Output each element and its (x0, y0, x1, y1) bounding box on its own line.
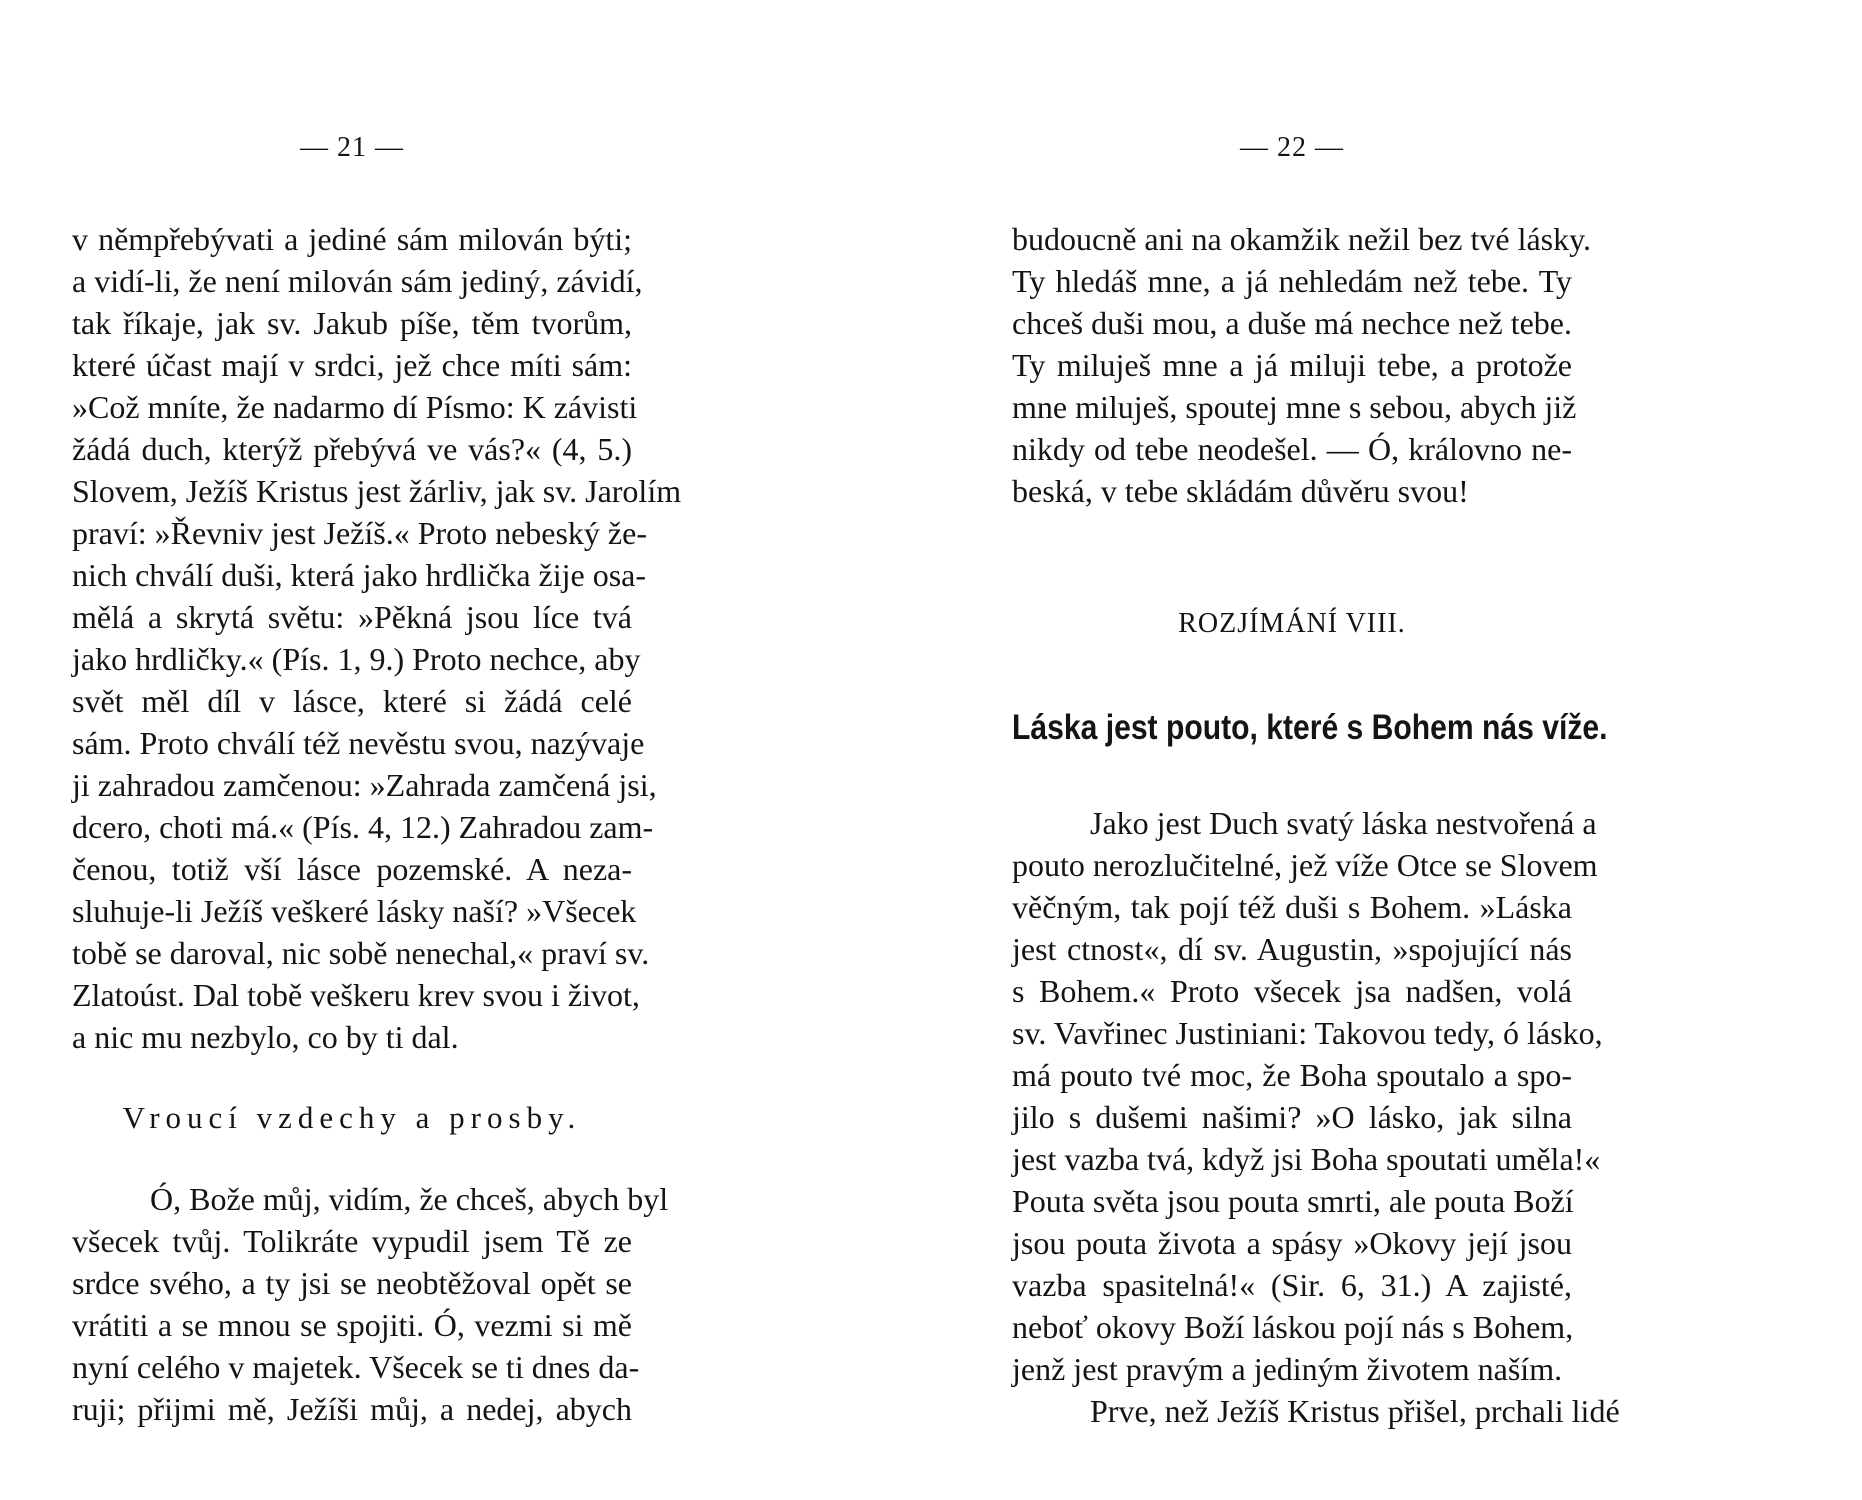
text-line: nich chválí duši, která jako hrdlička žije osa- (72, 557, 647, 593)
text-line: ruji; přijmi mě, Ježíši můj, a nedej, abych (72, 1391, 632, 1427)
text-line: pouto nerozlučitelné, jež víže Otce se Slovem (1012, 847, 1598, 883)
text-line: sám. Proto chválí též nevěstu svou, nazývaje (72, 725, 645, 761)
text-line: jako hrdličky.« (Pís. 1, 9.) Proto nechce, aby (72, 641, 641, 677)
left-body-paragraph (72, 218, 682, 1058)
text-line: sv. Vavřinec Justiniani: Takovou tedy, ó lásko, (1012, 1015, 1603, 1051)
text-line: jsou pouta života a spásy »Okovy její jsou (1012, 1225, 1572, 1261)
text-line: ji zahradou zamčenou: »Zahrada zamčená jsi, (72, 767, 657, 803)
left-prayer-paragraph (72, 1178, 669, 1430)
text-line: mělá a skrytá světu: »Pěkná jsou líce tvá (72, 599, 632, 635)
text-line: jenž jest pravým a jediným životem naším. (1012, 1351, 1563, 1387)
text-line: beská, v tebe skládám důvěru svou! (1012, 473, 1469, 509)
text-line: budoucně ani na okamžik nežil bez tvé lásky. (1012, 221, 1592, 257)
text-line: nyní celého v majetek. Všecek se ti dnes da- (72, 1349, 640, 1385)
text-line: chceš duši mou, a duše má nechce než tebe. (1012, 305, 1572, 341)
text-line: všecek tvůj. Tolikráte vypudil jsem Tě ze (72, 1223, 632, 1259)
text-line: Ty miluješ mne a já miluji tebe, a protože (1012, 347, 1572, 383)
text-line: jest ctnost«, dí sv. Augustin, »spojující nás (1012, 931, 1572, 967)
text-line: vazba spasitelná!« (Sir. 6, 31.) A zajisté, (1012, 1267, 1572, 1303)
text-line: v němpřebývati a jediné sám milován býti; (72, 221, 632, 257)
page-number-left: — 21 — (300, 132, 404, 163)
text-line: které účast mají v srdci, jež chce míti sám: (72, 347, 632, 383)
text-line: praví: »Řevniv jest Ježíš.« Proto nebeský že- (72, 515, 647, 551)
text-line: Slovem, Ježíš Kristus jest žárliv, jak sv. Jarolím (72, 473, 682, 509)
text-line: mne miluješ, spoutej mne s sebou, abych již (1012, 389, 1577, 425)
text-line: nikdy od tebe neodešel. — Ó, královno ne- (1012, 431, 1572, 467)
text-line: tak říkaje, jak sv. Jakub píše, těm tvorům, (72, 305, 632, 341)
text-line: tobě se daroval, nic sobě nenechal,« praví sv. (72, 935, 650, 971)
text-line: Jako jest Duch svatý láska nestvořená a (1090, 805, 1597, 841)
text-line: dcero, choti má.« (Pís. 4, 12.) Zahradou zam- (72, 809, 654, 845)
chapter-title: Láska jest pouto, které s Bohem nás víže. (1012, 708, 1608, 747)
text-line: s Bohem.« Proto všecek jsa nadšen, volá (1012, 973, 1572, 1009)
right-chapter-paragraph (1012, 802, 1620, 1432)
text-line: Ó, Bože můj, vidím, že chceš, abych byl (150, 1181, 669, 1217)
text-line: Ty hledáš mne, a já nehledám než tebe. Ty (1012, 263, 1572, 299)
text-line: jilo s dušemi našimi? »O lásko, jak silna (1012, 1099, 1572, 1135)
text-line: Pouta světa jsou pouta smrti, ale pouta Boží (1012, 1183, 1574, 1219)
text-line: má pouto tvé moc, že Boha spoutalo a spo- (1012, 1057, 1572, 1093)
text-line: a nic mu nezbylo, co by ti dal. (72, 1019, 459, 1055)
text-line: neboť okovy Boží láskou pojí nás s Bohem, (1012, 1309, 1574, 1345)
text-line: »Což mníte, že nadarmo dí Písmo: K závisti (72, 389, 638, 425)
text-line: svět měl díl v lásce, které si žádá celé (72, 683, 632, 719)
text-line: sluhuje-li Ježíš veškeré lásky naší? »Všecek (72, 893, 637, 929)
page-number-right: — 22 — (1240, 132, 1344, 163)
prayer-subheading: Vroucí vzdechy a prosby. (122, 1100, 582, 1135)
text-line: Prve, než Ježíš Kristus přišel, prchali lidé (1090, 1393, 1620, 1429)
chapter-label: ROZJÍMÁNÍ VIII. (1178, 608, 1406, 639)
text-line: Zlatoúst. Dal tobě veškeru krev svou i život, (72, 977, 640, 1013)
right-body-paragraph (1012, 218, 1592, 512)
text-line: jest vazba tvá, když jsi Boha spoutati uměla!« (1012, 1141, 1601, 1177)
text-line: žádá duch, kterýž přebývá ve vás?« (4, 5.) (72, 431, 632, 467)
text-line: čenou, totiž vší lásce pozemské. A neza- (72, 851, 632, 887)
text-line: srdce svého, a ty jsi se neobtěžoval opět se (72, 1265, 632, 1301)
text-line: vrátiti a se mnou se spojiti. Ó, vezmi si mě (72, 1307, 632, 1343)
text-line: a vidí-li, že není milován sám jediný, závidí, (72, 263, 643, 299)
text-line: věčným, tak pojí též duši s Bohem. »Láska (1012, 889, 1572, 925)
